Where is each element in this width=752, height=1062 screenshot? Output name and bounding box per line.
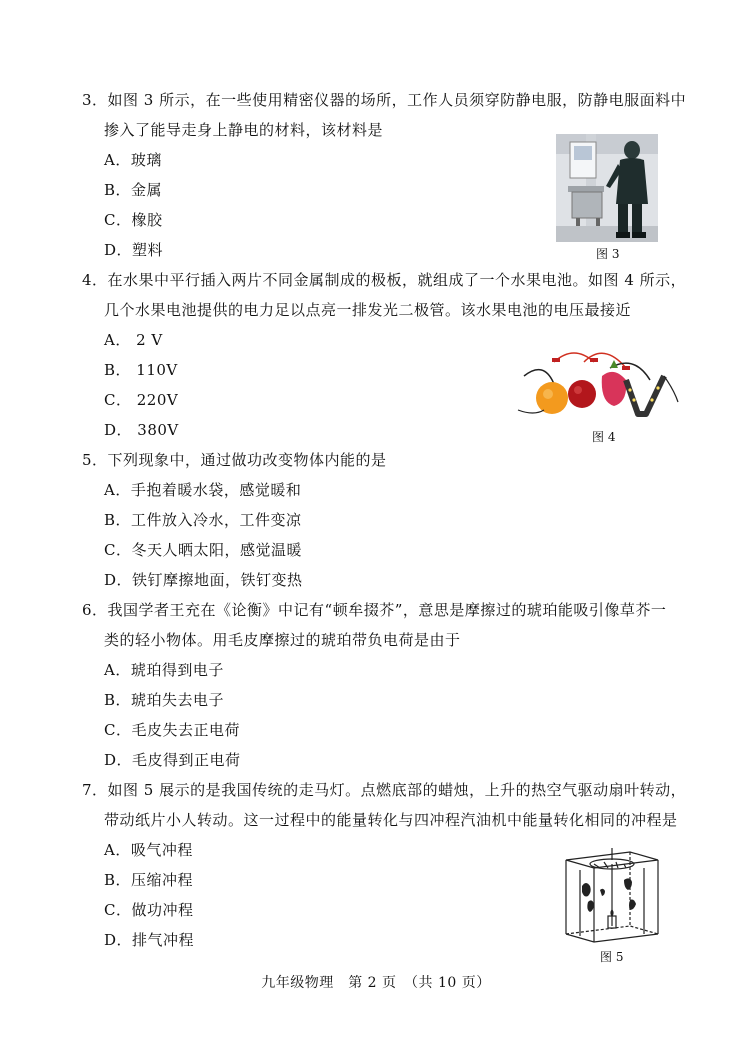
figure-5-caption: 图 5 <box>600 950 624 964</box>
question-6-line-2: 类的轻小物体。用毛皮摩擦过的琥珀带负电荷是由于 <box>104 631 461 649</box>
question-3-option-c: C．橡胶 <box>104 211 163 229</box>
question-6-option-c: C．毛皮失去正电荷 <box>104 721 240 739</box>
question-6-line-1: 6．我国学者王充在《论衡》中记有“顿牟掇芥”，意思是摩擦过的琥珀能吸引像草芥一 <box>82 601 667 619</box>
question-7-option-d: D．排气冲程 <box>104 931 195 949</box>
question-5-option-c: C．冬天人晒太阳，感觉温暖 <box>104 541 302 559</box>
figure-5-lantern-drawing <box>560 846 664 946</box>
question-4-option-d: D． 380V <box>104 421 179 439</box>
question-3-option-d: D．塑料 <box>104 241 164 259</box>
figure-4-caption: 图 4 <box>592 430 616 444</box>
question-7-line-1: 7．如图 5 展示的是我国传统的走马灯。点燃底部的蜡烛，上升的热空气驱动扇叶转动， <box>82 781 687 799</box>
question-3-line-1: 3．如图 3 所示，在一些使用精密仪器的场所，工作人员须穿防静电服，防静电服面料中 <box>82 91 687 109</box>
question-6-option-d: D．毛皮得到正电荷 <box>104 751 241 769</box>
figure-4-photo <box>514 340 682 426</box>
question-4-line-1: 4．在水果中平行插入两片不同金属制成的极板，就组成了一个水果电池。如图 4 所示， <box>82 271 687 289</box>
question-3-option-a: A．玻璃 <box>104 151 162 169</box>
question-7-option-b: B．压缩冲程 <box>104 871 194 889</box>
question-6-option-b: B．琥珀失去电子 <box>104 691 225 709</box>
figure-3-photo <box>556 134 658 242</box>
question-7-option-c: C．做功冲程 <box>104 901 194 919</box>
question-4-option-a: A． 2 V <box>104 331 163 349</box>
page-footer: 九年级物理 第 2 页 （共 10 页） <box>261 975 491 991</box>
question-4-line-2: 几个水果电池提供的电力足以点亮一排发光二极管。该水果电池的电压最接近 <box>104 301 632 319</box>
question-7-option-a: A．吸气冲程 <box>104 841 193 859</box>
question-5-line-1: 5．下列现象中，通过做功改变物体内能的是 <box>82 451 387 469</box>
question-6-option-a: A．琥珀得到电子 <box>104 661 224 679</box>
question-5-option-d: D．铁钉摩擦地面，铁钉变热 <box>104 571 303 589</box>
question-5-option-a: A．手抱着暖水袋，感觉暖和 <box>104 481 302 499</box>
question-4-option-c: C． 220V <box>104 391 179 409</box>
question-5-option-b: B．工件放入冷水，工件变凉 <box>104 511 302 529</box>
question-3-option-b: B．金属 <box>104 181 163 199</box>
question-3-line-2: 掺入了能导走身上静电的材料，该材料是 <box>104 121 384 139</box>
question-7-line-2: 带动纸片小人转动。这一过程中的能量转化与四冲程汽油机中能量转化相同的冲程是 <box>104 811 678 829</box>
question-4-option-b: B． 110V <box>104 361 178 379</box>
figure-3-caption: 图 3 <box>596 247 620 261</box>
